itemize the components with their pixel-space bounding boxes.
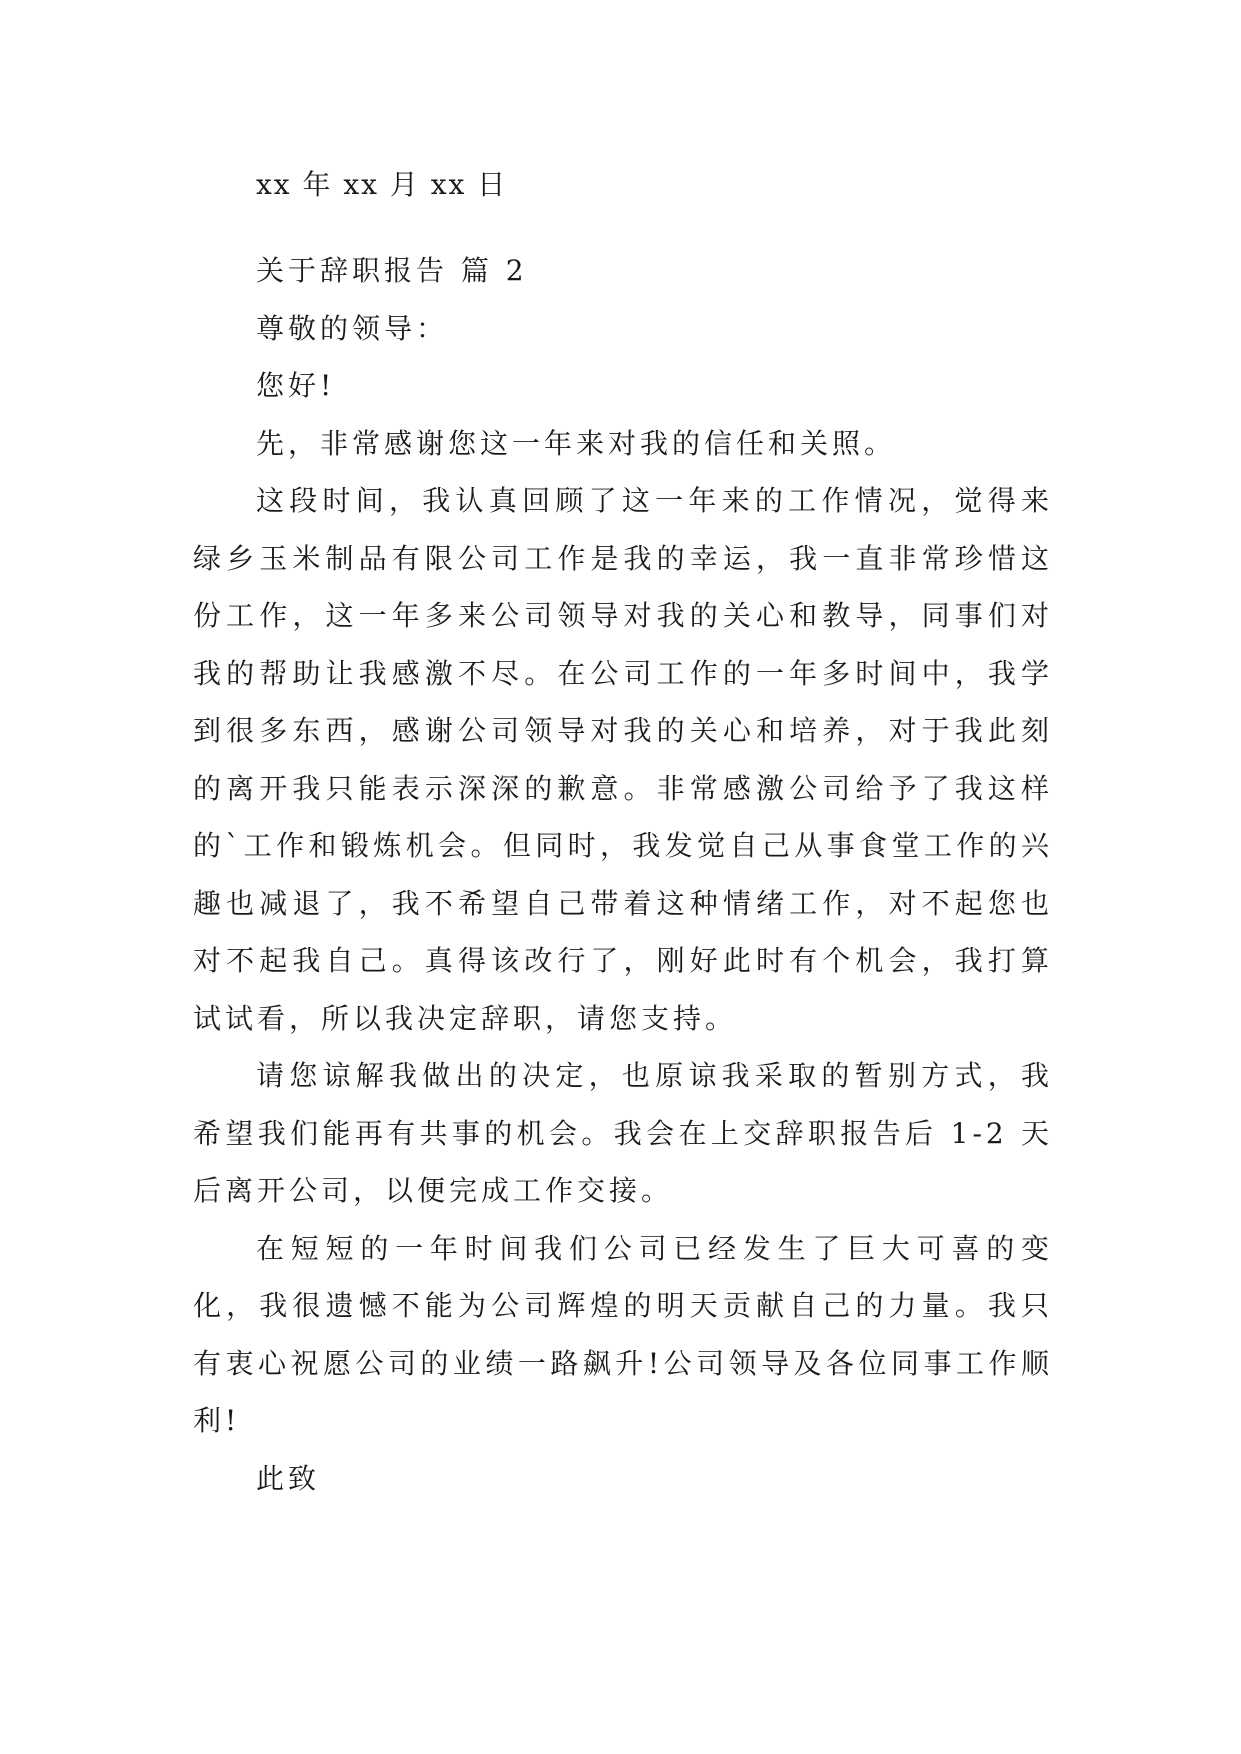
letter-body xyxy=(193,242,1053,1507)
paragraph-wishes: 在短短的一年时间我们公司已经发生了巨大可喜的变化，我很遗憾不能为公司辉煌的明天贡献自己的力量。我只有衷心祝愿公司的业绩一路飙升!公司领导及各位同事工作顺利! xyxy=(193,1231,1053,1437)
paragraph-reflection: 这段时间，我认真回顾了这一年来的工作情况，觉得来绿乡玉米制品有限公司工作是我的幸运，我一直非常珍惜这份工作，这一年多来公司领导对我的关心和教导，同事们对我的帮助让我感激不尽。在公司工作的一年多时间中，我学到很多东西，感谢公司领导对我的关心和培养，对于我此刻的离开我只能表示深深的歉意。非常感激公司给予了我这样的`工作和锻炼机会。但同时，我发觉自己从事食堂工作的兴趣也减退了，我不希望自己带着这种情绪工作，对不起您也对不起我自己。真得该改行了，刚好此时有个机会，我打算试试看，所以我决定辞职，请您支持。 xyxy=(193,484,1053,1035)
salutation: 尊敬的领导： xyxy=(256,311,449,345)
date-line: xx 年 xx 月 xx 日 xyxy=(256,168,508,201)
greeting: 您好! xyxy=(256,369,336,402)
paragraph-request: 请您谅解我做出的决定，也原谅我采取的暂别方式，我希望我们能再有共事的机会。我会在上交辞职报告后 1-2 天后离开公司，以便完成工作交接。 xyxy=(193,1059,1053,1207)
paragraph-thanks: 先，非常感谢您这一年来对我的信任和关照。 xyxy=(256,426,897,460)
closing: 此致 xyxy=(256,1461,321,1495)
section-title: 关于辞职报告 篇 2 xyxy=(256,254,528,287)
